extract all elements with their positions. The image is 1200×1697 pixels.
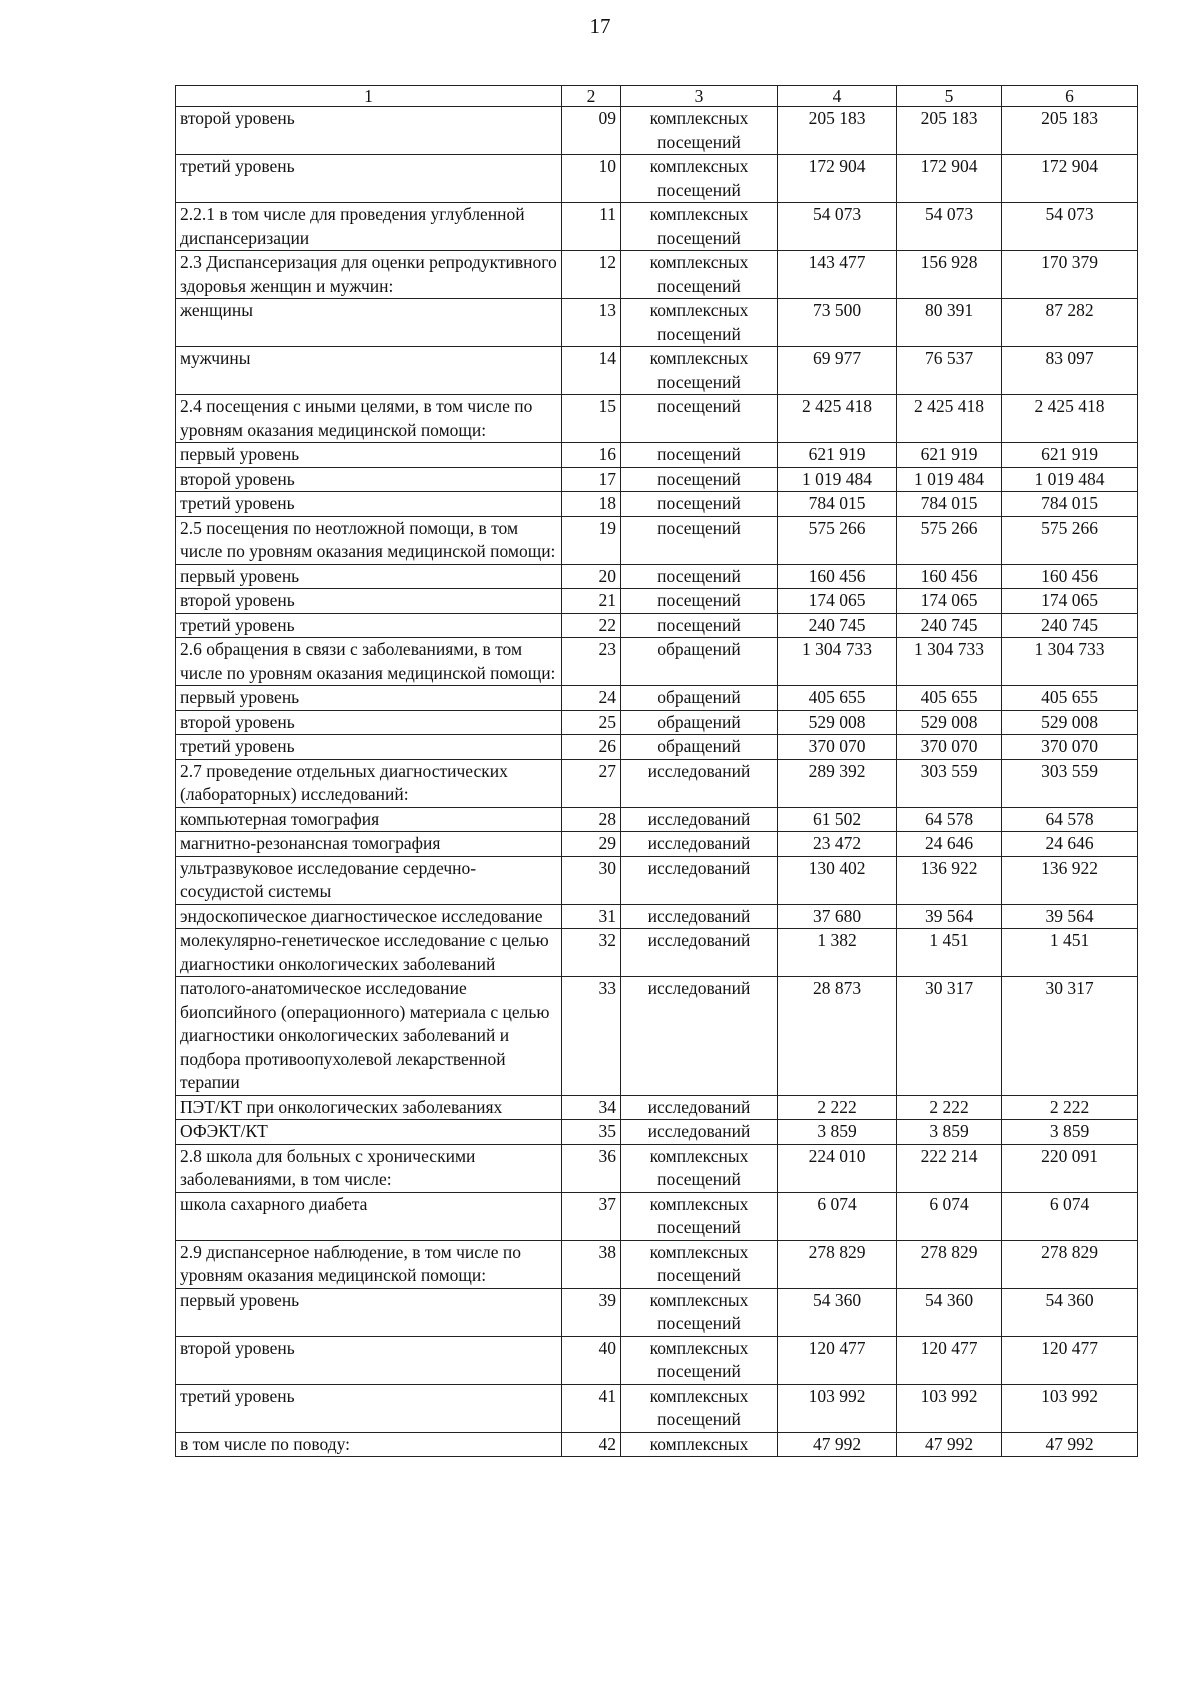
row-value-col6: 39 564	[1002, 904, 1138, 929]
table-row	[176, 613, 1138, 638]
table-row	[176, 492, 1138, 517]
row-unit: комплексных посещений	[621, 347, 778, 395]
row-value-col4: 130 402	[778, 856, 897, 904]
row-unit: посещений	[621, 564, 778, 589]
row-name: первый уровень	[176, 686, 562, 711]
row-value-col4: 405 655	[778, 686, 897, 711]
row-code: 41	[562, 1384, 621, 1432]
row-code: 21	[562, 589, 621, 614]
row-value-col5: 39 564	[897, 904, 1002, 929]
row-name: третий уровень	[176, 155, 562, 203]
table-row	[176, 1192, 1138, 1240]
row-value-col6: 784 015	[1002, 492, 1138, 517]
row-code: 24	[562, 686, 621, 711]
column-number: 1	[176, 86, 562, 107]
row-value-col6: 220 091	[1002, 1144, 1138, 1192]
row-unit: исследований	[621, 1120, 778, 1145]
row-value-col6: 303 559	[1002, 759, 1138, 807]
row-name: 2.8 школа для больных с хроническими заболеваниями, в том числе:	[176, 1144, 562, 1192]
column-number: 4	[778, 86, 897, 107]
row-code: 37	[562, 1192, 621, 1240]
row-value-col4: 37 680	[778, 904, 897, 929]
row-code: 13	[562, 299, 621, 347]
table-row	[176, 832, 1138, 857]
row-unit: посещений	[621, 443, 778, 468]
row-code: 31	[562, 904, 621, 929]
row-value-col6: 278 829	[1002, 1240, 1138, 1288]
row-name: 2.2.1 в том числе для проведения углубленной диспансеризации	[176, 203, 562, 251]
table-row	[176, 395, 1138, 443]
table-row	[176, 686, 1138, 711]
row-code: 29	[562, 832, 621, 857]
row-code: 11	[562, 203, 621, 251]
row-value-col6: 172 904	[1002, 155, 1138, 203]
row-unit: обращений	[621, 735, 778, 760]
row-value-col5: 621 919	[897, 443, 1002, 468]
row-value-col6: 575 266	[1002, 516, 1138, 564]
table-row	[176, 807, 1138, 832]
row-value-col5: 3 859	[897, 1120, 1002, 1145]
row-value-col4: 6 074	[778, 1192, 897, 1240]
report-table	[175, 85, 1138, 1457]
row-unit: комплексных посещений	[621, 107, 778, 155]
row-unit: комплексных посещений	[621, 1384, 778, 1432]
row-code: 26	[562, 735, 621, 760]
row-value-col4: 28 873	[778, 977, 897, 1096]
table-row	[176, 107, 1138, 155]
row-value-col4: 160 456	[778, 564, 897, 589]
row-value-col4: 2 425 418	[778, 395, 897, 443]
row-value-col4: 1 304 733	[778, 638, 897, 686]
row-value-col5: 54 073	[897, 203, 1002, 251]
table-row	[176, 155, 1138, 203]
row-code: 16	[562, 443, 621, 468]
row-code: 09	[562, 107, 621, 155]
row-value-col4: 103 992	[778, 1384, 897, 1432]
row-value-col5: 136 922	[897, 856, 1002, 904]
row-name: 2.9 диспансерное наблюдение, в том числе по уровням оказания медицинской помощи:	[176, 1240, 562, 1288]
row-code: 14	[562, 347, 621, 395]
row-code: 30	[562, 856, 621, 904]
row-unit: исследований	[621, 1095, 778, 1120]
row-value-col6: 136 922	[1002, 856, 1138, 904]
row-value-col4: 621 919	[778, 443, 897, 468]
row-name: школа сахарного диабета	[176, 1192, 562, 1240]
row-unit: посещений	[621, 613, 778, 638]
row-value-col6: 54 073	[1002, 203, 1138, 251]
row-value-col4: 23 472	[778, 832, 897, 857]
row-unit: комплексных посещений	[621, 251, 778, 299]
row-code: 32	[562, 929, 621, 977]
table-row	[176, 1384, 1138, 1432]
row-value-col4: 2 222	[778, 1095, 897, 1120]
table-row	[176, 1144, 1138, 1192]
row-unit: посещений	[621, 589, 778, 614]
row-unit: посещений	[621, 492, 778, 517]
row-name: ультразвуковое исследование сердечно-сосудистой системы	[176, 856, 562, 904]
row-value-col5: 278 829	[897, 1240, 1002, 1288]
row-name: второй уровень	[176, 710, 562, 735]
row-value-col4: 224 010	[778, 1144, 897, 1192]
row-value-col5: 529 008	[897, 710, 1002, 735]
row-code: 28	[562, 807, 621, 832]
row-value-col5: 156 928	[897, 251, 1002, 299]
row-value-col6: 120 477	[1002, 1336, 1138, 1384]
row-value-col4: 289 392	[778, 759, 897, 807]
row-code: 27	[562, 759, 621, 807]
row-code: 38	[562, 1240, 621, 1288]
row-unit: посещений	[621, 467, 778, 492]
row-name: патолого-анатомическое исследование биопсийного (операционного) материала с целью диагностики онкологических заболеваний и подбора противоопухолевой лекарственной терапии	[176, 977, 562, 1096]
row-name: 2.5 посещения по неотложной помощи, в том числе по уровням оказания медицинской помощи:	[176, 516, 562, 564]
row-value-col4: 240 745	[778, 613, 897, 638]
row-unit: комплексных посещений	[621, 203, 778, 251]
row-code: 33	[562, 977, 621, 1096]
row-name: ПЭТ/КТ при онкологических заболеваниях	[176, 1095, 562, 1120]
table-row	[176, 516, 1138, 564]
row-unit: комплексных посещений	[621, 1144, 778, 1192]
table-row	[176, 735, 1138, 760]
table-row	[176, 710, 1138, 735]
row-value-col4: 54 360	[778, 1288, 897, 1336]
row-value-col4: 370 070	[778, 735, 897, 760]
row-name: первый уровень	[176, 564, 562, 589]
row-unit: посещений	[621, 395, 778, 443]
row-value-col6: 621 919	[1002, 443, 1138, 468]
row-code: 20	[562, 564, 621, 589]
row-name: второй уровень	[176, 589, 562, 614]
column-number-row	[176, 86, 1138, 107]
row-unit: комплексных	[621, 1432, 778, 1457]
row-code: 10	[562, 155, 621, 203]
row-value-col4: 54 073	[778, 203, 897, 251]
row-value-col5: 6 074	[897, 1192, 1002, 1240]
row-code: 19	[562, 516, 621, 564]
row-value-col6: 64 578	[1002, 807, 1138, 832]
row-name: 2.4 посещения с иными целями, в том числе по уровням оказания медицинской помощи:	[176, 395, 562, 443]
row-unit: посещений	[621, 516, 778, 564]
row-code: 34	[562, 1095, 621, 1120]
row-value-col5: 303 559	[897, 759, 1002, 807]
row-unit: исследований	[621, 832, 778, 857]
table-row	[176, 1432, 1138, 1457]
row-code: 40	[562, 1336, 621, 1384]
row-value-col4: 61 502	[778, 807, 897, 832]
row-value-col5: 1 019 484	[897, 467, 1002, 492]
row-code: 17	[562, 467, 621, 492]
row-name: 2.7 проведение отдельных диагностических (лабораторных) исследований:	[176, 759, 562, 807]
table-row	[176, 759, 1138, 807]
row-value-col5: 240 745	[897, 613, 1002, 638]
row-unit: комплексных посещений	[621, 155, 778, 203]
row-unit: исследований	[621, 929, 778, 977]
row-value-col4: 143 477	[778, 251, 897, 299]
row-value-col5: 80 391	[897, 299, 1002, 347]
row-value-col6: 103 992	[1002, 1384, 1138, 1432]
row-value-col5: 2 425 418	[897, 395, 1002, 443]
row-value-col6: 2 222	[1002, 1095, 1138, 1120]
row-value-col6: 24 646	[1002, 832, 1138, 857]
row-value-col6: 1 451	[1002, 929, 1138, 977]
row-code: 25	[562, 710, 621, 735]
row-value-col4: 172 904	[778, 155, 897, 203]
row-value-col4: 529 008	[778, 710, 897, 735]
row-value-col5: 370 070	[897, 735, 1002, 760]
column-number: 6	[1002, 86, 1138, 107]
row-name: третий уровень	[176, 492, 562, 517]
row-value-col5: 64 578	[897, 807, 1002, 832]
row-value-col6: 47 992	[1002, 1432, 1138, 1457]
table-row	[176, 638, 1138, 686]
table-row	[176, 203, 1138, 251]
row-code: 36	[562, 1144, 621, 1192]
row-value-col5: 2 222	[897, 1095, 1002, 1120]
row-value-col6: 529 008	[1002, 710, 1138, 735]
row-value-col6: 370 070	[1002, 735, 1138, 760]
table-row	[176, 1240, 1138, 1288]
row-code: 35	[562, 1120, 621, 1145]
row-name: 2.6 обращения в связи с заболеваниями, в том числе по уровням оказания медицинской помощи:	[176, 638, 562, 686]
row-value-col4: 69 977	[778, 347, 897, 395]
page-number: 17	[589, 14, 611, 38]
table-row	[176, 251, 1138, 299]
row-code: 23	[562, 638, 621, 686]
row-value-col6: 30 317	[1002, 977, 1138, 1096]
row-value-col6: 83 097	[1002, 347, 1138, 395]
row-code: 42	[562, 1432, 621, 1457]
row-code: 22	[562, 613, 621, 638]
row-unit: обращений	[621, 638, 778, 686]
row-value-col6: 3 859	[1002, 1120, 1138, 1145]
table-row	[176, 856, 1138, 904]
row-unit: комплексных посещений	[621, 1288, 778, 1336]
row-value-col4: 47 992	[778, 1432, 897, 1457]
row-code: 15	[562, 395, 621, 443]
table-row	[176, 929, 1138, 977]
row-value-col6: 405 655	[1002, 686, 1138, 711]
row-value-col4: 73 500	[778, 299, 897, 347]
column-number: 2	[562, 86, 621, 107]
table-row	[176, 1336, 1138, 1384]
row-name: третий уровень	[176, 613, 562, 638]
table-row	[176, 589, 1138, 614]
row-value-col5: 405 655	[897, 686, 1002, 711]
row-value-col5: 1 304 733	[897, 638, 1002, 686]
row-value-col5: 160 456	[897, 564, 1002, 589]
table-row	[176, 1120, 1138, 1145]
row-name: второй уровень	[176, 467, 562, 492]
row-value-col4: 278 829	[778, 1240, 897, 1288]
row-name: первый уровень	[176, 1288, 562, 1336]
row-value-col5: 222 214	[897, 1144, 1002, 1192]
column-number: 5	[897, 86, 1002, 107]
row-unit: комплексных посещений	[621, 1240, 778, 1288]
row-name: третий уровень	[176, 1384, 562, 1432]
row-value-col6: 170 379	[1002, 251, 1138, 299]
row-unit: исследований	[621, 856, 778, 904]
row-code: 18	[562, 492, 621, 517]
row-name: ОФЭКТ/КТ	[176, 1120, 562, 1145]
row-value-col5: 784 015	[897, 492, 1002, 517]
row-value-col4: 1 382	[778, 929, 897, 977]
row-unit: исследований	[621, 977, 778, 1096]
row-code: 12	[562, 251, 621, 299]
row-value-col5: 103 992	[897, 1384, 1002, 1432]
row-value-col5: 47 992	[897, 1432, 1002, 1457]
table-row	[176, 1288, 1138, 1336]
row-value-col5: 172 904	[897, 155, 1002, 203]
row-value-col6: 6 074	[1002, 1192, 1138, 1240]
row-value-col5: 1 451	[897, 929, 1002, 977]
row-name: первый уровень	[176, 443, 562, 468]
row-name: третий уровень	[176, 735, 562, 760]
table-row	[176, 564, 1138, 589]
row-name: в том числе по поводу:	[176, 1432, 562, 1457]
row-value-col4: 1 019 484	[778, 467, 897, 492]
row-name: мужчины	[176, 347, 562, 395]
row-value-col6: 174 065	[1002, 589, 1138, 614]
row-value-col6: 1 304 733	[1002, 638, 1138, 686]
row-name: молекулярно-генетическое исследование с целью диагностики онкологических заболеваний	[176, 929, 562, 977]
row-value-col4: 174 065	[778, 589, 897, 614]
table-row	[176, 299, 1138, 347]
row-unit: исследований	[621, 759, 778, 807]
row-name: магнитно-резонансная томография	[176, 832, 562, 857]
row-name: компьютерная томография	[176, 807, 562, 832]
row-code: 39	[562, 1288, 621, 1336]
row-value-col5: 54 360	[897, 1288, 1002, 1336]
row-value-col6: 2 425 418	[1002, 395, 1138, 443]
row-unit: исследований	[621, 904, 778, 929]
row-value-col4: 784 015	[778, 492, 897, 517]
table-row	[176, 443, 1138, 468]
row-unit: обращений	[621, 710, 778, 735]
table-row	[176, 977, 1138, 1096]
row-value-col5: 24 646	[897, 832, 1002, 857]
row-value-col4: 205 183	[778, 107, 897, 155]
row-unit: обращений	[621, 686, 778, 711]
row-unit: комплексных посещений	[621, 299, 778, 347]
row-name: второй уровень	[176, 107, 562, 155]
row-name: 2.3 Диспансеризация для оценки репродуктивного здоровья женщин и мужчин:	[176, 251, 562, 299]
row-name: женщины	[176, 299, 562, 347]
row-unit: исследований	[621, 807, 778, 832]
row-unit: комплексных посещений	[621, 1192, 778, 1240]
row-value-col4: 120 477	[778, 1336, 897, 1384]
row-value-col6: 160 456	[1002, 564, 1138, 589]
table-row	[176, 904, 1138, 929]
row-value-col5: 174 065	[897, 589, 1002, 614]
row-value-col5: 30 317	[897, 977, 1002, 1096]
row-value-col4: 575 266	[778, 516, 897, 564]
row-value-col6: 240 745	[1002, 613, 1138, 638]
row-unit: комплексных посещений	[621, 1336, 778, 1384]
row-value-col6: 54 360	[1002, 1288, 1138, 1336]
row-value-col4: 3 859	[778, 1120, 897, 1145]
row-value-col5: 120 477	[897, 1336, 1002, 1384]
table-row	[176, 1095, 1138, 1120]
column-number: 3	[621, 86, 778, 107]
row-value-col5: 575 266	[897, 516, 1002, 564]
table-body	[176, 107, 1138, 1457]
row-name: второй уровень	[176, 1336, 562, 1384]
row-value-col6: 1 019 484	[1002, 467, 1138, 492]
row-name: эндоскопическое диагностическое исследование	[176, 904, 562, 929]
row-value-col5: 205 183	[897, 107, 1002, 155]
row-value-col6: 205 183	[1002, 107, 1138, 155]
row-value-col6: 87 282	[1002, 299, 1138, 347]
table-row	[176, 347, 1138, 395]
table-row	[176, 467, 1138, 492]
row-value-col5: 76 537	[897, 347, 1002, 395]
